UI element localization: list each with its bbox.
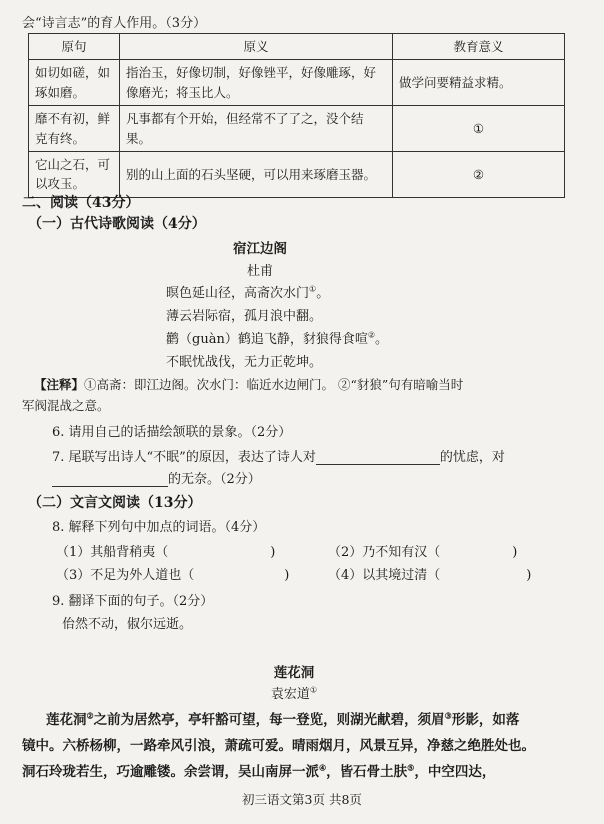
poem-line-1: 暝色延山径，高斋次水门①。 (166, 284, 330, 301)
poem-note-cont: 军阀混战之意。 (22, 398, 110, 413)
passage-line-2: 镜中。六桥杨柳，一路牵风引浪，萧疏可爱。晴雨烟月，风景互异，净慈之绝胜处也。 (22, 738, 535, 754)
proverb-table (28, 33, 565, 198)
intro-line: 会“诗言志”的育人作用。（3分） (22, 16, 207, 31)
passage-author: 袁宏道① (270, 685, 318, 702)
question-7: 7. 尾联写出诗人“不眠”的原因，表达了诗人对 的忧虑，对 (52, 450, 505, 465)
blank-answer-b[interactable] (52, 471, 168, 487)
subsection-poetry: （一）古代诗歌阅读（4分） (28, 216, 206, 232)
table-row (29, 151, 565, 197)
q8-item-4: （4）以其境过清（ ) (328, 568, 532, 583)
passage-line-1: 莲花洞②之前为居然亭，亭轩豁可望，每一登览，则湖光献碧，须眉③形影，如落 (46, 710, 520, 728)
q8-item-2: （2）乃不知有汉（ ) (328, 545, 518, 560)
table-row (29, 106, 565, 152)
row-sentence: 如切如磋，如琢如磨。 (29, 60, 120, 106)
passage-line-3: 洞石玲珑若生，巧逾雕镂。余尝谓，吴山南屏一派④，皆石骨土肤⑤，中空四达， (22, 762, 496, 780)
blank-answer-a[interactable] (316, 449, 440, 465)
q8-item-1: （1）其船背稍夷（ ) (56, 545, 276, 560)
answer-slot-1[interactable]: ① (393, 106, 565, 152)
poem-title: 宿江边阁 (233, 241, 287, 257)
row-sentence: 靡不有初，鲜克有终。 (29, 106, 120, 152)
poem-note (34, 375, 463, 393)
footnote-mark: ① (309, 685, 318, 695)
poem-line-2: 薄云岩际宿，孤月浪中翻。 (166, 309, 323, 324)
poem-line-3: 鹳（guàn）鹤追飞静，豺狼得食喧②。 (166, 330, 389, 347)
header-meaning: 原义 (120, 34, 393, 60)
poem-line-4: 不眠忧战伐，无力正乾坤。 (166, 355, 323, 370)
header-education: 教育意义 (393, 34, 565, 60)
table-row (29, 60, 565, 106)
answer-slot-2[interactable]: ② (393, 151, 565, 197)
footnote-mark: ① (309, 284, 317, 294)
question-9: 9. 翻译下面的句子。（2分） (52, 594, 214, 609)
section-reading: 二、阅读（43分） (22, 195, 140, 211)
page-footer: 初三语文第3页 共8页 (242, 792, 362, 807)
q9-sentence: 佁然不动，俶尔远逝。 (62, 617, 193, 632)
question-8: 8. 解释下列句中加点的词语。（4分） (52, 520, 266, 535)
passage-title: 莲花洞 (273, 665, 315, 681)
row-meaning: 别的山上面的石头坚硬，可以用来琢磨玉器。 (120, 151, 393, 197)
note-label: 【注释】 (34, 377, 85, 392)
poem-author: 杜甫 (246, 264, 273, 279)
question-6: 6. 请用自己的话描绘颔联的景象。（2分） (52, 425, 292, 440)
subsection-classical: （二）文言文阅读（13分） (28, 495, 202, 511)
row-sentence: 它山之石，可以攻玉。 (29, 151, 120, 197)
table-header-row (29, 34, 565, 60)
question-7-cont: 的无奈。（2分） (52, 468, 261, 487)
q8-item-3: （3）不足为外人道也（ ) (56, 568, 290, 583)
header-sentence: 原句 (29, 34, 120, 60)
note-text: ①高斋：即江边阁。次水门：临近水边闸门。 ②“豺狼”句有暗喻当时 (84, 377, 464, 392)
row-meaning: 凡事都有个开始，但经常不了了之，没个结果。 (120, 106, 393, 152)
row-meaning: 指治玉，好像切制，好像锉平，好像雕琢，好像磨光；将玉比人。 (120, 60, 393, 106)
footnote-mark: ② (367, 330, 375, 340)
row-education: 做学问要精益求精。 (393, 60, 565, 106)
